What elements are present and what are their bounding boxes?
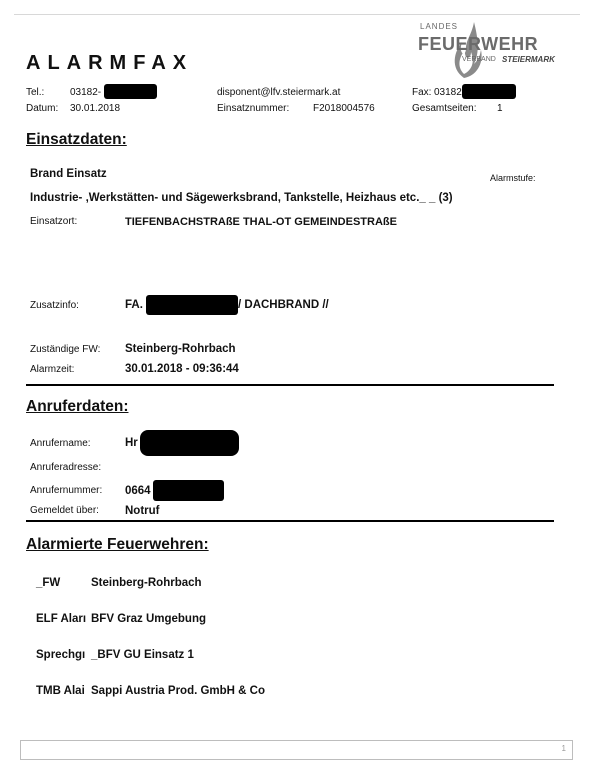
alarmzeit-label: Alarmzeit:: [30, 364, 75, 375]
fw-row-name: _BFV GU Einsatz 1: [91, 649, 194, 661]
logo-steiermark: STEIERMARK: [502, 55, 555, 64]
email-text: disponent@lfv.steiermark.at: [217, 87, 341, 98]
divider-einsatz: [26, 384, 554, 386]
einsatzdaten-heading: Einsatzdaten:: [26, 131, 127, 148]
anrufernummer-label: Anrufernummer:: [30, 485, 103, 496]
fax-label: Fax:: [412, 87, 432, 98]
zusatzinfo-redaction: [146, 295, 238, 315]
anruferdaten-heading: Anruferdaten:: [26, 398, 129, 415]
fax-value: 03182: [434, 87, 462, 98]
fw-row-name: Steinberg-Rohrbach: [91, 577, 202, 589]
alarmstufe-label: Alarmstufe:: [490, 173, 536, 183]
logo-landes: LANDES: [420, 22, 459, 31]
footer-bar: [20, 740, 573, 760]
zustaendige-fw-label: Zuständige FW:: [30, 344, 101, 355]
zusatzinfo-label: Zusatzinfo:: [30, 300, 79, 311]
gemeldet-value: Notruf: [125, 505, 160, 517]
alarmzeit-value: 30.01.2018 - 09:36:44: [125, 363, 239, 375]
einsatz-description: Industrie- ,Werkstätten- und Sägewerksbrand, Tankstelle, Heizhaus etc._ _ (3): [30, 192, 453, 204]
tel-redaction: [104, 84, 157, 99]
fw-row-code: _FW: [36, 577, 61, 589]
gemeldet-label: Gemeldet über:: [30, 505, 99, 516]
divider-anrufer: [26, 520, 554, 522]
fw-row-code: Sprechgı: [36, 649, 86, 661]
einsatz-type: Brand Einsatz: [30, 168, 107, 180]
einsatzort-value: TIEFENBACHSTRAßE THAL-OT GEMEINDESTRAßE: [125, 216, 397, 228]
anrufername-label: Anrufername:: [30, 438, 91, 449]
zustaendige-fw-value: Steinberg-Rohrbach: [125, 343, 236, 355]
fw-row-code: ELF Aları: [36, 613, 87, 625]
alarmierte-heading: Alarmierte Feuerwehren:: [26, 536, 209, 553]
anrufernummer-value: 0664: [125, 485, 151, 497]
zusatzinfo-prefix: FA.: [125, 299, 143, 311]
document-title: ALARMFAX: [26, 52, 194, 74]
gesamtseiten-value: 1: [497, 103, 503, 114]
fw-row-code: TMB Alai: [36, 685, 85, 697]
tel-value: 03182-: [70, 87, 102, 98]
feuerwehr-logo: [418, 22, 564, 80]
fax-redaction: [462, 84, 516, 99]
anrufernummer-redaction: [153, 480, 224, 501]
gesamtseiten-label: Gesamtseiten:: [412, 103, 477, 114]
logo-verband: VERBAND: [462, 56, 496, 63]
tel-label: Tel.:: [26, 87, 45, 98]
einsatznummer-value: F2018004576: [313, 103, 375, 114]
date-value: 30.01.2018: [70, 103, 121, 114]
einsatzort-label: Einsatzort:: [30, 216, 78, 227]
fw-row-name: BFV Graz Umgebung: [91, 613, 207, 625]
zusatzinfo-suffix: / DACHBRAND //: [238, 299, 329, 311]
einsatznummer-label: Einsatznummer:: [217, 103, 290, 114]
date-label: Datum:: [26, 103, 59, 114]
page-number: 1: [561, 744, 566, 753]
anrufername-redaction: [140, 430, 239, 456]
anruferadresse-label: Anruferadresse:: [30, 462, 102, 473]
fw-row-name: Sappi Austria Prod. GmbH & Co: [91, 685, 266, 697]
anrufername-value: Hr: [125, 437, 138, 449]
logo-feuerwehr: FEUERWEHR: [418, 34, 539, 54]
